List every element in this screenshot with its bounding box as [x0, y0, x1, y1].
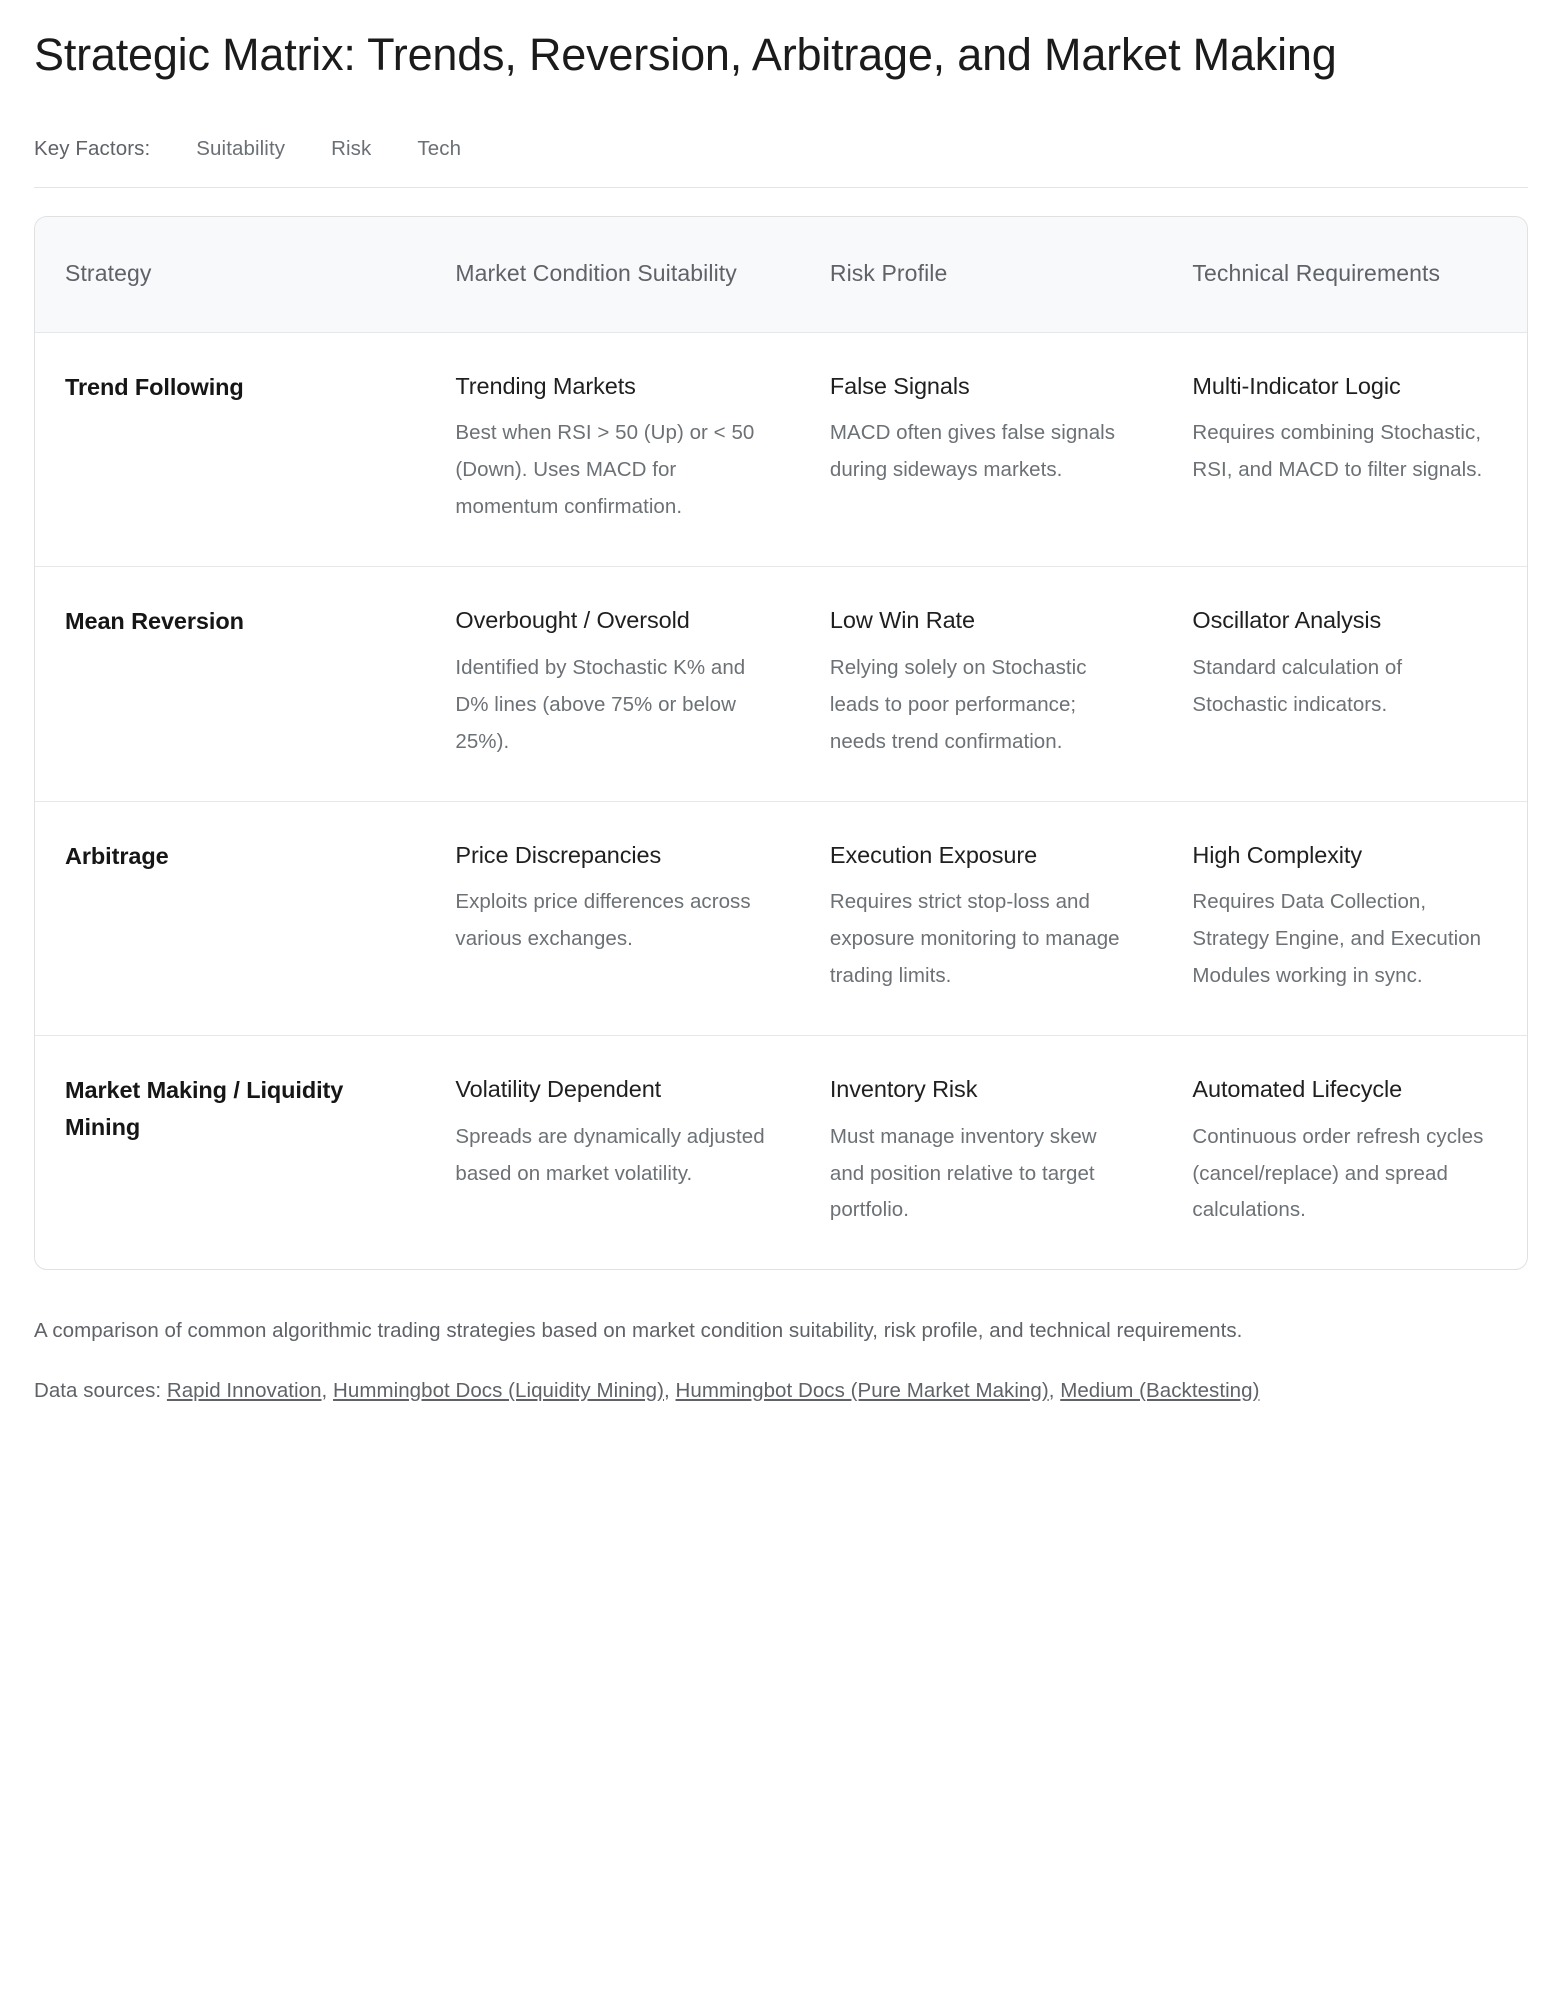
- key-factor-suitability[interactable]: Suitability: [196, 136, 286, 160]
- table-row: [35, 801, 1527, 1035]
- source-link-hummingbot-liquidity-mining[interactable]: Hummingbot Docs (Liquidity Mining): [333, 1378, 665, 1402]
- column-header-technical-requirements: Technical Requirements: [1192, 259, 1441, 286]
- sources-separator-1: ,: [321, 1378, 334, 1402]
- sources-separator-2: ,: [664, 1378, 676, 1402]
- risk-heading: Low Win Rate: [829, 607, 975, 634]
- suitability-description: Best when RSI > 50 (Up) or < 50 (Down). Uses MACD for momentum confirmation.: [455, 421, 755, 519]
- suitability-description: Exploits price differences across various exchanges.: [455, 890, 751, 951]
- cell-suitability: [427, 1035, 801, 1269]
- tech-heading: High Complexity: [1192, 841, 1363, 868]
- cell-suitability: [427, 332, 801, 566]
- table-row: [35, 1035, 1527, 1269]
- tech-heading: Oscillator Analysis: [1192, 607, 1382, 634]
- suitability-heading: Volatility Dependent: [455, 1075, 662, 1102]
- strategy-name: Mean Reversion: [65, 608, 244, 635]
- cell-strategy: [35, 332, 427, 566]
- cell-strategy: [35, 801, 427, 1035]
- risk-heading: Inventory Risk: [829, 1075, 978, 1102]
- tech-heading: Multi-Indicator Logic: [1192, 372, 1401, 399]
- suitability-heading: Trending Markets: [455, 372, 636, 399]
- key-factors-label: Key Factors:: [34, 136, 151, 160]
- strategy-name: Arbitrage: [65, 842, 169, 869]
- tech-description: Requires Data Collection, Strategy Engine, and Execution Modules working in sync.: [1192, 890, 1482, 988]
- suitability-description: Identified by Stochastic K% and D% lines (above 75% or below 25%).: [455, 655, 746, 753]
- column-header-strategy: Strategy: [65, 259, 152, 286]
- cell-suitability: [427, 801, 801, 1035]
- strategy-matrix-table: [35, 217, 1527, 1270]
- source-link-rapid-innovation[interactable]: Rapid Innovation: [166, 1378, 322, 1402]
- strategy-matrix-card: [34, 216, 1528, 1271]
- cell-risk: [802, 801, 1165, 1035]
- source-link-medium-backtesting[interactable]: Medium (Backtesting): [1060, 1378, 1260, 1402]
- strategy-name: Trend Following: [65, 373, 244, 400]
- table-row: [35, 332, 1527, 566]
- column-header-market-condition-suitability: Market Condition Suitability: [455, 259, 737, 286]
- cell-risk: [802, 1035, 1165, 1269]
- table-body: [35, 332, 1527, 1269]
- key-factor-tech[interactable]: Tech: [417, 136, 462, 160]
- key-factors-bar: [34, 137, 1528, 188]
- cell-suitability: [427, 567, 801, 801]
- risk-description: Must manage inventory skew and position relative to target portfolio.: [829, 1124, 1097, 1222]
- cell-risk: [802, 567, 1165, 801]
- tech-description: Continuous order refresh cycles (cancel/replace) and spread calculations.: [1192, 1124, 1484, 1222]
- risk-description: Relying solely on Stochastic leads to poor performance; needs trend confirmation.: [829, 655, 1087, 753]
- data-sources: [34, 1375, 1528, 1408]
- cell-tech: [1164, 567, 1527, 801]
- risk-heading: False Signals: [829, 372, 970, 399]
- suitability-description: Spreads are dynamically adjusted based on market volatility.: [455, 1124, 765, 1185]
- risk-description: MACD often gives false signals during sideways markets.: [829, 421, 1116, 482]
- table-header: [35, 217, 1527, 333]
- table-header-row: [35, 217, 1527, 333]
- sources-separator-3: ,: [1048, 1378, 1061, 1402]
- cell-tech: [1164, 801, 1527, 1035]
- suitability-heading: Price Discrepancies: [455, 841, 662, 868]
- column-header-risk-profile: Risk Profile: [829, 259, 948, 286]
- cell-strategy: [35, 567, 427, 801]
- cell-tech: [1164, 1035, 1527, 1269]
- tech-heading: Automated Lifecycle: [1192, 1075, 1403, 1102]
- table-caption: A comparison of common algorithmic trading strategies based on market condition suitability, risk profile, and technical requirements.: [34, 1319, 1243, 1343]
- tech-description: Requires combining Stochastic, RSI, and MACD to filter signals.: [1192, 421, 1483, 482]
- key-factor-risk[interactable]: Risk: [331, 136, 372, 160]
- risk-description: Requires strict stop-loss and exposure monitoring to manage trading limits.: [829, 890, 1120, 988]
- cell-tech: [1164, 332, 1527, 566]
- suitability-heading: Overbought / Oversold: [455, 607, 690, 634]
- strategy-name: Market Making / Liquidity Mining: [65, 1076, 344, 1140]
- data-sources-label: Data sources:: [34, 1378, 162, 1402]
- table-row: [35, 567, 1527, 801]
- page-title: Strategic Matrix: Trends, Reversion, Arbitrage, and Market Making: [34, 29, 1337, 80]
- cell-risk: [802, 332, 1165, 566]
- source-link-hummingbot-pure-market-making[interactable]: Hummingbot Docs (Pure Market Making): [675, 1378, 1049, 1402]
- tech-description: Standard calculation of Stochastic indicators.: [1192, 655, 1403, 716]
- cell-strategy: [35, 1035, 427, 1269]
- risk-heading: Execution Exposure: [829, 841, 1038, 868]
